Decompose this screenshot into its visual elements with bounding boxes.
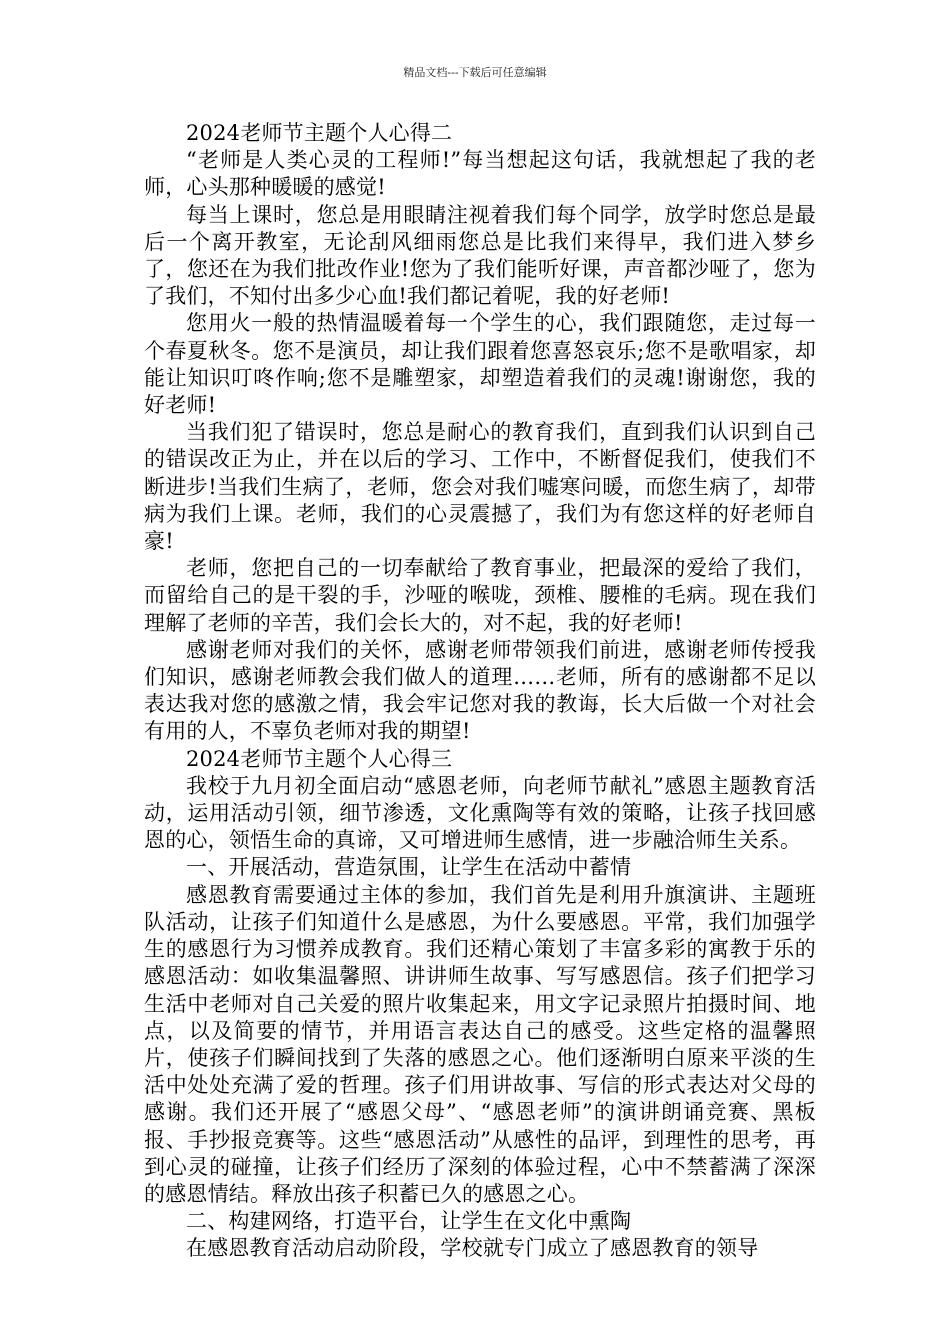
paragraph: 每当上课时，您总是用眼睛注视着我们每个同学，放学时您总是最后一个离开教室，无论刮风细雨您总是比我们来得早，我们进入梦乡了，您还在为我们批改作业!您为了我们能听好课，声音都沙哑了，您为了我们，不知付出多少心血!我们都记着呢，我的好老师!: [144, 202, 816, 309]
paragraph: 感谢老师对我们的关怀，感谢老师带领我们前进，感谢老师传授我们知识，感谢老师教会我们做人的道理……老师，所有的感谢都不足以表达我对您的感激之情，我会牢记您对我的教诲，长大后做一个对社会有用的人，不辜负老师对我的期望!: [144, 637, 816, 744]
paragraph: 老师，您把自己的一切奉献给了教育事业，把最深的爱给了我们，而留给自己的是干裂的手，沙哑的喉咙，颈椎、腰椎的毛病。现在我们理解了老师的辛苦，我们会长大的，对不起，我的好老师!: [144, 556, 816, 635]
subsection-heading: 二、构建网络，打造平台，让学生在文化中熏陶: [186, 1209, 632, 1234]
page-header: 精品文档---下载后可任意编辑: [403, 66, 547, 79]
section-title: 2024老师节主题个人心得二: [186, 121, 453, 145]
paragraph: “老师是人类心灵的工程师!”每当想起这句话，我就想起了我的老师，心头那种暖暖的感觉!: [144, 148, 816, 200]
document-body: [144, 120, 816, 1263]
paragraph: 感恩教育需要通过主体的参加，我们首先是利用升旗演讲、主题班队活动，让孩子们知道什么是感恩，为什么要感恩。平常，我们加强学生的感恩行为习惯养成教育。我们还精心策划了丰富多彩的寓教于乐的感恩活动：如收集温馨照、讲讲师生故事、写写感恩信。孩子们把学习生活中老师对自己关爱的照片收集起来，用文字记录照片拍摄时间、地点，以及简要的情节，并用语言表达自己的感受。这些定格的温馨照片，使孩子们瞬间找到了失落的感恩之心。他们逐渐明白原来平淡的生活中处处充满了爱的哲理。孩子们用讲故事、写信的形式表达对父母的感谢。我们还开展了“感恩父母”、“感恩老师”的演讲朗诵竞赛、黑板报、手抄报竞赛等。这些“感恩活动”从感性的品评，到理性的思考，再到心灵的碰撞，让孩子们经历了深刻的体验过程，心中不禁蓄满了深深的感恩情结。释放出孩子积蓄已久的感恩之心。: [144, 882, 816, 1206]
section-title: 2024老师节主题个人心得三: [186, 746, 453, 771]
paragraph: 您用火一般的热情温暖着每一个学生的心，我们跟随您，走过每一个春夏秋冬。您不是演员，却让我们跟着您喜怒哀乐;您不是歌唱家，却能让知识叮咚作响;您不是雕塑家，却塑造着我们的灵魂!谢谢您，我的好老师!: [144, 311, 816, 418]
paragraph: 在感恩教育活动启动阶段，学校就专门成立了感恩教育的领导: [186, 1236, 759, 1261]
paragraph: 我校于九月初全面启动“感恩老师，向老师节献礼”感恩主题教育活动，运用活动引领，细节渗透，文化熏陶等有效的策略，让孩子找回感恩的心，领悟生命的真谛，又可增进师生感情，进一步融洽师生关系。: [144, 773, 816, 853]
paragraph: 当我们犯了错误时，您总是耐心的教育我们，直到我们认识到自己的错误改正为止，并在以后的学习、工作中，不断督促我们，使我们不断进步!当我们生病了，老师，您会对我们嘘寒问暖，而您生病了，却带病为我们上课。老师，我们的心灵震撼了，我们为有您这样的好老师自豪!: [144, 420, 816, 554]
subsection-heading: 一、开展活动，营造氛围，让学生在活动中蓄情: [186, 855, 632, 880]
